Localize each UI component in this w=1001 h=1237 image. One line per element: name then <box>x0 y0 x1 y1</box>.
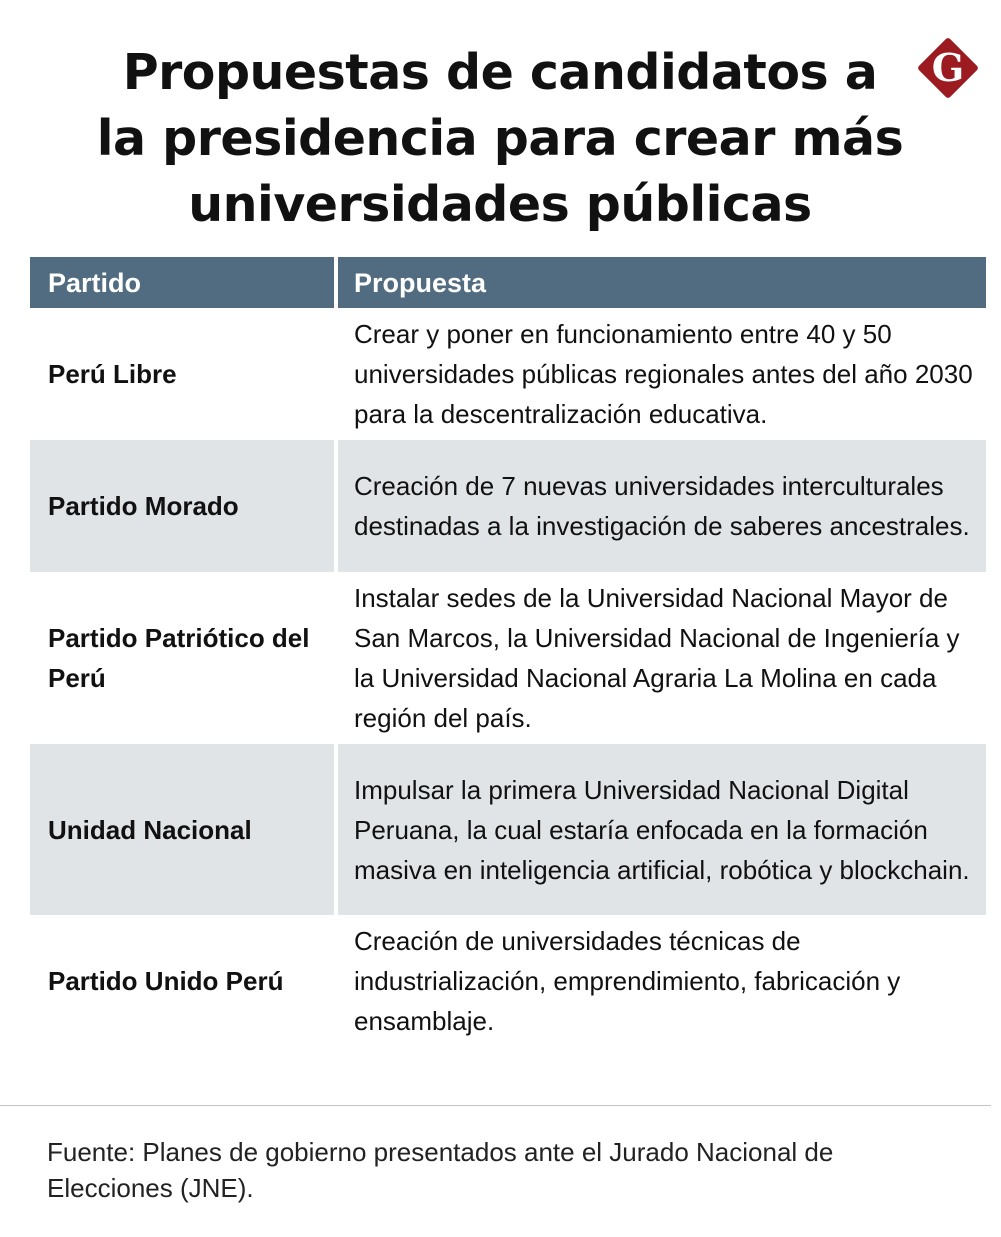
proposal-text: Impulsar la primera Universidad Nacional Digital Peruana, la cual estaría enfocada en la formación masiva en inteligencia artificial, robótica y blockchain. <box>338 744 986 915</box>
proposal-text: Creación de 7 nuevas universidades interculturales destinadas a la investigación de saberes ancestrales. <box>338 440 986 572</box>
source-note: Fuente: Planes de gobierno presentados ante el Jurado Nacional de Elecciones (JNE). <box>47 1137 834 1203</box>
proposal-text: Creación de universidades técnicas de industrialización, emprendimiento, fabricación y ensamblaje. <box>338 915 986 1047</box>
gestion-logo-icon <box>918 38 978 98</box>
title-line-1: Propuestas de candidatos a <box>122 44 878 101</box>
party-name: Perú Libre <box>30 308 334 440</box>
table-row <box>30 572 986 744</box>
table-row <box>30 440 986 572</box>
table-row <box>30 915 986 1047</box>
column-header-propuesta: Propuesta <box>338 257 986 308</box>
party-name: Partido Morado <box>30 440 334 572</box>
proposal-text: Crear y poner en funcionamiento entre 40 y 50 universidades públicas regionales antes del año 2030 para la descentralización educativa. <box>338 308 986 440</box>
proposals-table <box>30 257 986 1047</box>
title-line-3: universidades públicas <box>188 176 812 233</box>
title-line-2: la presidencia para crear más <box>96 110 904 167</box>
table-header-row <box>30 257 986 308</box>
logo-letter: G <box>931 45 965 90</box>
party-name: Partido Unido Perú <box>30 915 334 1047</box>
page-title <box>60 40 940 238</box>
table-row <box>30 308 986 440</box>
footer-divider <box>0 1105 991 1106</box>
column-header-partido: Partido <box>30 257 334 308</box>
proposal-text: Instalar sedes de la Universidad Nacional Mayor de San Marcos, la Universidad Nacional de Ingeniería y la Universidad Nacional Agraria La Molina en cada región del país. <box>338 572 986 744</box>
table-row <box>30 744 986 915</box>
party-name: Partido Patriótico del Perú <box>30 572 334 744</box>
party-name: Unidad Nacional <box>30 744 334 915</box>
